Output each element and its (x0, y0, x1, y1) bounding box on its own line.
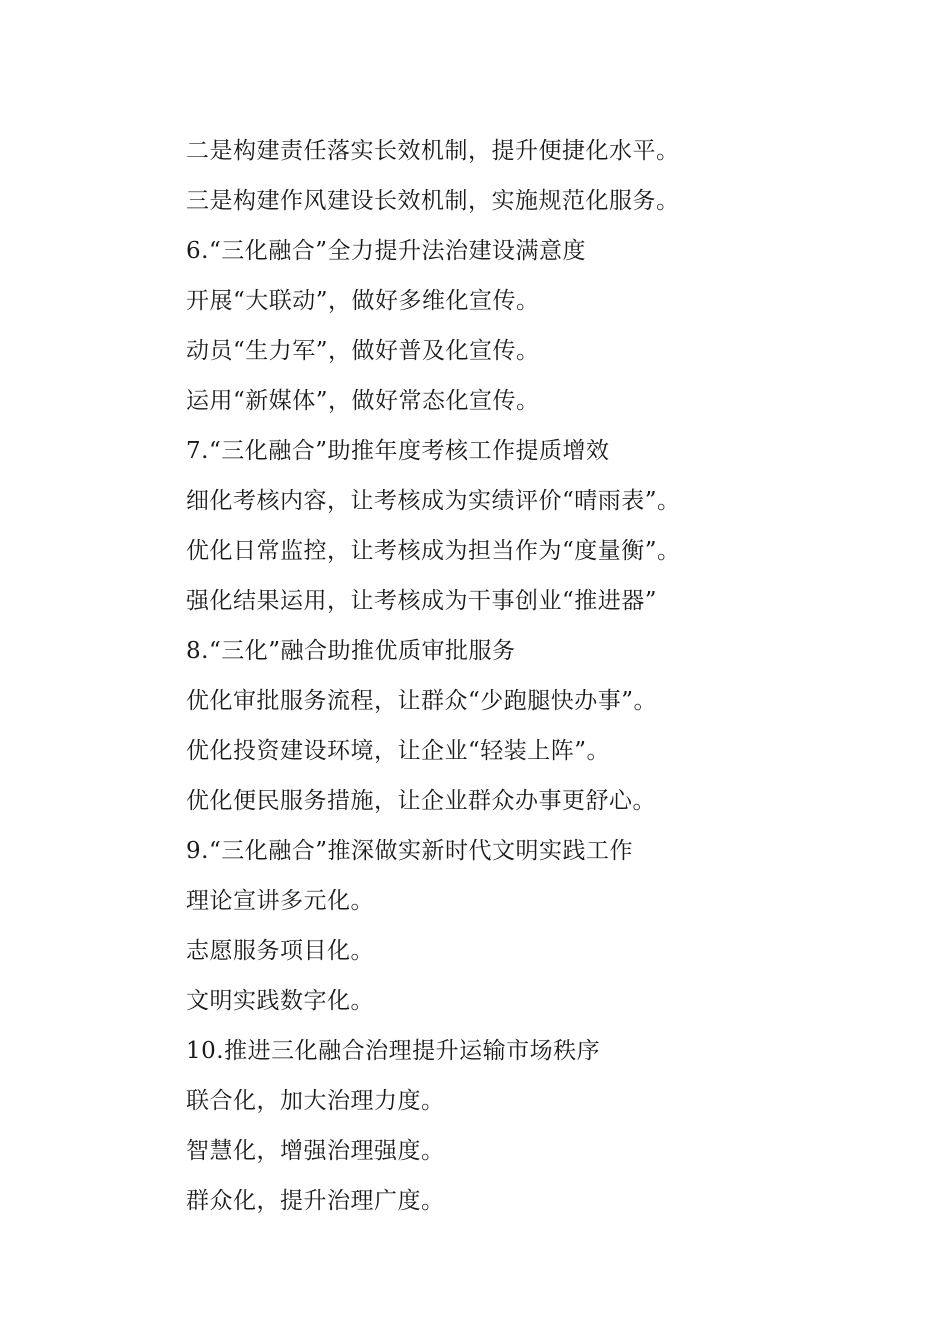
text-line: 优化投资建设环境，让企业“轻装上阵”。 (186, 738, 611, 764)
text-line: 文明实践数字化。 (186, 988, 374, 1014)
text-line: 智慧化，增强治理强度。 (186, 1138, 445, 1164)
text-line: 优化日常监控，让考核成为担当作为“度量衡”。 (186, 538, 681, 564)
section-heading: 9.“三化融合”推深做实新时代文明实践工作 (186, 838, 633, 864)
text-line: 动员“生力军”，做好普及化宣传。 (186, 338, 540, 364)
text-line: 开展“大联动”，做好多维化宣传。 (186, 288, 540, 314)
text-line: 理论宣讲多元化。 (186, 888, 374, 914)
text-line: 运用“新媒体”，做好常态化宣传。 (186, 388, 540, 414)
text-line: 二是构建责任落实长效机制，提升便捷化水平。 (186, 138, 680, 164)
text-line: 细化考核内容，让考核成为实绩评价“晴雨表”。 (186, 488, 681, 514)
section-heading: 10.推进三化融合治理提升运输市场秩序 (186, 1038, 601, 1064)
text-line: 三是构建作风建设长效机制，实施规范化服务。 (186, 188, 680, 214)
section-heading: 6.“三化融合”全力提升法治建设满意度 (186, 238, 586, 264)
section-heading: 7.“三化融合”助推年度考核工作提质增效 (186, 438, 610, 464)
text-line: 志愿服务项目化。 (186, 938, 374, 964)
text-line: 群众化，提升治理广度。 (186, 1188, 445, 1214)
text-line: 优化审批服务流程，让群众“少跑腿快办事”。 (186, 688, 658, 714)
section-heading: 8.“三化”融合助推优质审批服务 (186, 638, 516, 664)
document-body (186, 126, 926, 1226)
text-line: 优化便民服务措施，让企业群众办事更舒心。 (186, 788, 656, 814)
text-line: 联合化，加大治理力度。 (186, 1088, 445, 1114)
text-line: 强化结果运用，让考核成为干事创业“推进器” (186, 588, 658, 614)
